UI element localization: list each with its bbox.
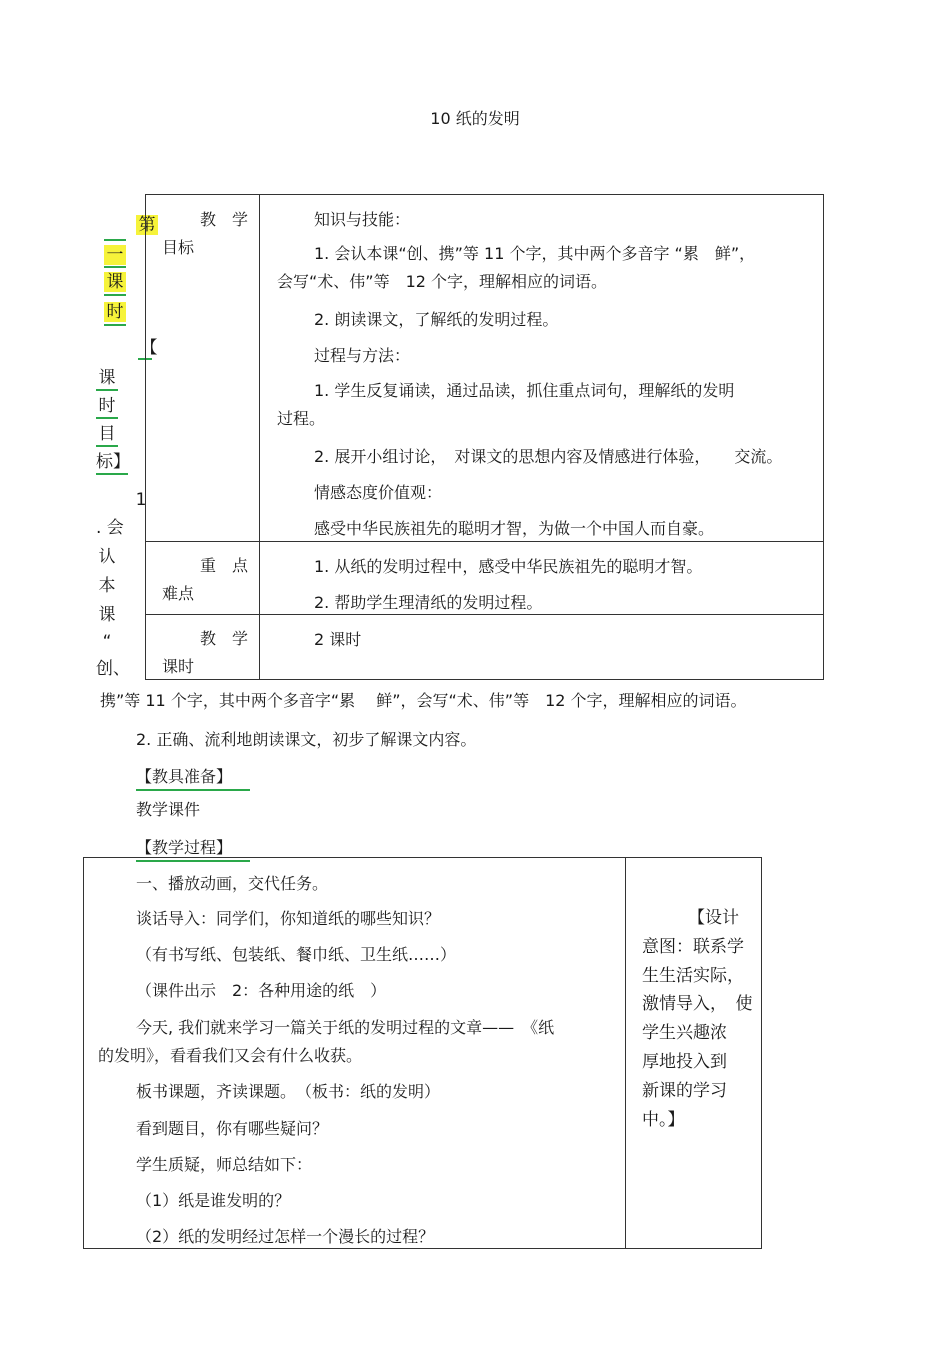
objective-cont-char: “ bbox=[102, 632, 112, 652]
process-text: （2）纸的发明经过怎样一个漫长的过程？ bbox=[136, 1227, 435, 1246]
key-point-text: 2. 帮助学生理清纸的发明过程。 bbox=[314, 593, 543, 612]
objective-label-char: 目 bbox=[98, 424, 116, 444]
period-text: 2 课时 bbox=[314, 630, 362, 649]
objective-label-char: 标】 bbox=[96, 452, 130, 472]
prep-text: 教学课件 bbox=[136, 800, 201, 819]
underline-decoration bbox=[96, 445, 118, 447]
objective-text: 携”等 11 个字，其中两个多音字“累 鲜”，会写“术、伟”等 12 个字，理解相应的词语。 bbox=[100, 691, 747, 710]
design-note: 厚地投入到 bbox=[642, 1052, 727, 1072]
table-divider bbox=[625, 857, 626, 1249]
lesson-label-char: 第 bbox=[136, 215, 158, 235]
row-label: 教 学 bbox=[200, 629, 249, 648]
objective-text: 2. 朗读课文，了解纸的发明过程。 bbox=[314, 310, 559, 329]
design-note: 意图：联系学 bbox=[642, 937, 744, 957]
objective-text: 知识与技能： bbox=[314, 210, 411, 229]
underline-decoration bbox=[96, 417, 118, 419]
process-text: （课件出示 2：各种用途的纸 ） bbox=[136, 981, 387, 1000]
objective-text: 2. 展开小组讨论， 对课文的思想内容及情感进行体验， 交流。 bbox=[314, 447, 783, 466]
page-title: 10 纸的发明 bbox=[430, 109, 520, 128]
underline-decoration bbox=[104, 266, 126, 268]
lesson-label-char: 时 bbox=[104, 302, 126, 322]
underline-decoration bbox=[104, 239, 126, 241]
design-note: 激情导入， 使 bbox=[642, 994, 753, 1014]
table-divider bbox=[259, 194, 260, 680]
objective-text: 情感态度价值观： bbox=[314, 483, 443, 502]
process-text: （有书写纸、包装纸、餐巾纸、卫生纸……） bbox=[136, 945, 457, 964]
design-note: 中。】 bbox=[642, 1110, 685, 1130]
process-text: 板书课题，齐读课题。 （板书：纸的发明） bbox=[136, 1082, 441, 1101]
objective-cont-char: 课 bbox=[98, 605, 116, 625]
objective-text: 感受中华民族祖先的聪明才智，为做一个中国人而自豪。 bbox=[314, 519, 715, 538]
underline-decoration bbox=[104, 294, 126, 296]
design-note: 【设计 bbox=[688, 908, 739, 928]
lesson-label-char: 课 bbox=[104, 272, 126, 292]
objective-label-char: 【 bbox=[140, 338, 158, 358]
objective-number: 1 bbox=[135, 490, 147, 510]
row-label: 课时 bbox=[162, 657, 195, 676]
key-point-text: 1. 从纸的发明过程中，感受中华民族祖先的聪明才智。 bbox=[314, 557, 703, 576]
underline-decoration bbox=[96, 473, 128, 475]
design-note: 生生活实际， bbox=[642, 966, 744, 986]
objective-label-char: 课 bbox=[98, 368, 116, 388]
underline-decoration bbox=[96, 389, 118, 391]
process-text: 一、播放动画，交代任务。 bbox=[136, 874, 329, 893]
objective-cont-char: 本 bbox=[98, 576, 116, 596]
objective-text: 过程。 bbox=[277, 409, 326, 428]
process-text: 今天, 我们就来学习一篇关于纸的发明过程的文章—— 《纸 bbox=[136, 1018, 555, 1037]
process-text: 谈话导入：同学们，你知道纸的哪些知识？ bbox=[136, 909, 441, 928]
row-label: 难点 bbox=[162, 584, 195, 603]
table-divider bbox=[145, 614, 824, 615]
objective-text: 过程与方法： bbox=[314, 346, 411, 365]
objective-text: 1. 学生反复诵读，通过品读，抓住重点词句，理解纸的发明 bbox=[314, 381, 735, 400]
objective-label-char: 时 bbox=[98, 396, 116, 416]
process-text: （1）纸是谁发明的？ bbox=[136, 1191, 291, 1210]
row-label: 重 点 bbox=[200, 556, 249, 575]
prep-heading: 【教具准备】 bbox=[136, 764, 232, 787]
design-note: 新课的学习 bbox=[642, 1081, 727, 1101]
process-heading: 【教学过程】 bbox=[136, 835, 232, 858]
design-note: 学生兴趣浓 bbox=[642, 1023, 727, 1043]
objective-cont-char: . 会 bbox=[96, 518, 124, 538]
process-text: 看到题目，你有哪些疑问？ bbox=[136, 1119, 329, 1138]
lesson-label-char: 一 bbox=[104, 245, 126, 265]
underline-decoration bbox=[104, 324, 126, 326]
objective-cont-char: 认 bbox=[98, 547, 116, 567]
process-text: 学生质疑，师总结如下： bbox=[136, 1155, 313, 1174]
objective-text: 2. 正确、流利地朗读课文，初步了解课文内容。 bbox=[136, 730, 477, 749]
row-label: 目标 bbox=[162, 238, 195, 257]
process-text: 的发明》，看看我们又会有什么收获。 bbox=[98, 1046, 363, 1065]
objective-text: 1. 会认本课“创、携”等 11 个字，其中两个多音字 “累 鲜”， bbox=[314, 244, 756, 263]
table-divider bbox=[145, 541, 824, 542]
objective-text: 会写“术、伟”等 12 个字，理解相应的词语。 bbox=[277, 272, 608, 291]
objective-cont-char: 创、 bbox=[96, 659, 130, 679]
row-label: 教 学 bbox=[200, 210, 249, 229]
